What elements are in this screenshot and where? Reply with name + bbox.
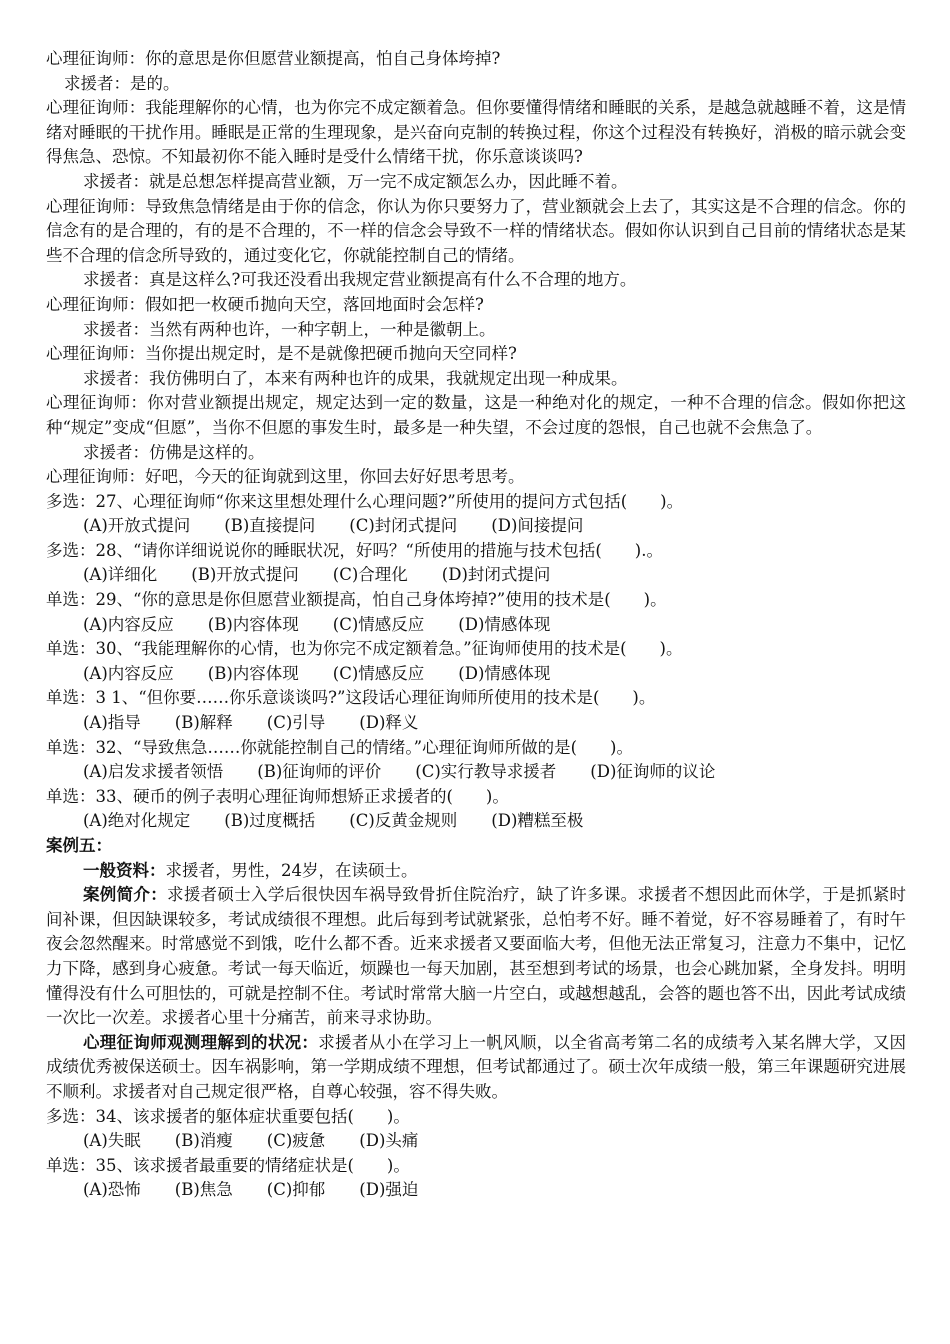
answer-option[interactable]: (C)情感反应 xyxy=(332,614,425,634)
counseling-dialogue xyxy=(46,47,906,490)
answer-option[interactable]: (A)失眠 xyxy=(83,1131,141,1151)
dialogue-line: 求援者：真是这样么?可我还没看出我规定营业额提高有什么不合理的地方。 xyxy=(83,270,637,290)
question-options xyxy=(46,563,906,588)
case-intro-text: 求援者硕士入学后很快因车祸导致骨折住院治疗，缺了许多课。求援者不想因此而休学，于是抓紧时间补课，但因缺课较多，考试成绩很不理想。此后每到考试就紧张，总怕考不好。睡不着觉，好不容易睡着了，有时午夜会忽然醒来。时常感觉不到饿，吃什么都不香。近来求援者又要面临大考，但他无法正常复习，注意力不集中，记忆力下降，感到身心疲惫。考试一每天临近，烦躁也一每天加剧，甚至想到考试的场景，也会心跳加紧，全身发抖。明明懂得没有什么可胆怯的，可就是控制不住。考试时常常大脑一片空白，或越想越乱，会答的题也答不出，因此考试成绩一次比一次差。求援者心里十分痛苦，前来寻求协助。 xyxy=(46,885,907,1028)
question-stem: 单选：30、“我能理解你的心情，也为你完不成定额着急。”征询师使用的技术是( )。 xyxy=(46,639,683,659)
question-stem: 单选：35、该求援者最重要的情绪症状是( )。 xyxy=(46,1155,410,1175)
answer-option[interactable]: (C)抑郁 xyxy=(266,1180,326,1200)
answer-option[interactable]: (B)直接提问 xyxy=(224,516,316,536)
question-stem: 多选：28、“请你详细说说你的睡眠状况，好吗？“所使用的措施与技术包括( ).。 xyxy=(46,540,663,560)
answer-option[interactable]: (A)详细化 xyxy=(83,565,158,585)
answer-option[interactable]: (D)间接提问 xyxy=(491,516,584,536)
answer-option[interactable]: (D)糟糕至极 xyxy=(491,811,584,831)
question-options xyxy=(46,514,906,539)
answer-option[interactable]: (B)征询师的评价 xyxy=(257,762,382,782)
dialogue-line: 求援者：仿佛是这样的。 xyxy=(83,442,265,462)
answer-option[interactable]: (B)过度概括 xyxy=(224,811,316,831)
counselor-observation xyxy=(46,1031,906,1105)
answer-option[interactable]: (A)恐怖 xyxy=(83,1180,141,1200)
question-options xyxy=(46,662,906,687)
question-stem: 多选：34、该求援者的躯体症状重要包括( )。 xyxy=(46,1106,410,1126)
answer-option[interactable]: (A)内容反应 xyxy=(83,663,174,683)
answer-option[interactable]: (B)解释 xyxy=(174,713,233,733)
answer-option[interactable]: (C)反黄金规则 xyxy=(349,811,458,831)
answer-option[interactable]: (C)实行教导求援者 xyxy=(415,762,557,782)
case-intro-label: 案例简介： xyxy=(83,885,168,905)
dialogue-line: 求援者：是的。 xyxy=(64,73,180,93)
dialogue-line: 求援者：我仿佛明白了，本来有两种也许的成果，我就规定出现一种成果。 xyxy=(83,368,628,388)
case-intro xyxy=(46,883,906,1031)
dialogue-line: 心理征询师：好吧，今天的征询就到这里，你回去好好思考思考。 xyxy=(46,467,525,487)
case-five-section xyxy=(46,834,906,1105)
answer-option[interactable]: (D)释义 xyxy=(359,713,419,733)
answer-option[interactable]: (D)封闭式提问 xyxy=(441,565,551,585)
question-block-34-35 xyxy=(46,1105,906,1203)
general-info xyxy=(46,859,906,884)
dialogue-line: 心理征询师：当你提出规定时，是不是就像把硬币抛向天空同样? xyxy=(46,344,517,364)
question-block-27-33 xyxy=(46,490,906,834)
dialogue-line: 心理征询师：你的意思是你但愿营业额提高，怕自己身体垮掉? xyxy=(46,49,501,68)
question-stem: 单选：3 1、“但你要……你乐意谈谈吗?”这段话心理征询师所使用的技术是( )。 xyxy=(46,688,656,708)
answer-option[interactable]: (C)引导 xyxy=(266,713,326,733)
answer-option[interactable]: (B)开放式提问 xyxy=(191,565,299,585)
question-options xyxy=(46,1178,906,1203)
general-info-text: 求援者，男性，24岁，在读硕士。 xyxy=(165,860,418,880)
case-title: 案例五： xyxy=(46,836,112,855)
answer-option[interactable]: (B)内容体现 xyxy=(207,614,299,634)
answer-option[interactable]: (A)指导 xyxy=(83,713,141,733)
answer-option[interactable]: (B)消瘦 xyxy=(174,1131,233,1151)
dialogue-line: 心理征询师：你对营业额提出规定，规定达到一定的数量，这是一种绝对化的规定，一种不合理的信念。假如你把这种“规定”变成“但愿”，当你不但愿的事发生时，最多是一种失望，不会过度的怨恨，自己也就不会焦急了。 xyxy=(46,393,906,437)
question-stem: 单选：29、“你的意思是你但愿营业额提高，怕自己身体垮掉?”使用的技术是( )。 xyxy=(46,590,667,610)
answer-option[interactable]: (B)内容体现 xyxy=(207,663,299,683)
question-stem: 单选：33、硬币的例子表明心理征询师想矫正求援者的( )。 xyxy=(46,786,509,806)
question-options xyxy=(46,1129,906,1154)
general-info-label: 一般资料： xyxy=(83,860,166,880)
dialogue-line: 心理征询师：我能理解你的心情，也为你完不成定额着急。但你要懂得情绪和睡眠的关系，是越急就越睡不着，这是情绪对睡眠的干扰作用。睡眠是正常的生理现象，是兴奋向克制的转换过程，你这个过程没有转换好，消极的暗示就会变得焦急、恐惊。不知最初你不能入睡时是受什么情绪干扰，你乐意谈谈吗? xyxy=(46,98,906,167)
answer-option[interactable]: (A)绝对化规定 xyxy=(83,811,191,831)
answer-option[interactable]: (D)强迫 xyxy=(359,1180,419,1200)
question-options xyxy=(46,613,906,638)
answer-option[interactable]: (D)情感体现 xyxy=(458,614,551,634)
dialogue-line: 求援者：当然有两种也许，一种字朝上，一种是徽朝上。 xyxy=(83,319,496,339)
counselor-observation-label: 心理征询师观测理解到的状况： xyxy=(83,1032,319,1052)
answer-option[interactable]: (A)启发求援者领悟 xyxy=(83,762,224,782)
answer-option[interactable]: (C)合理化 xyxy=(332,565,408,585)
answer-option[interactable]: (C)情感反应 xyxy=(332,663,425,683)
dialogue-line: 心理征询师：导致焦急情绪是由于你的信念，你认为你只要努力了，营业额就会上去了，其实这是不合理的信念。你的信念有的是合理的，有的是不合理的，不一样的信念会导致不一样的情绪状态。假如你认识到自己目前的情绪状态是某些不合理的信念所导致的，通过变化它，你就能控制自己的情绪。 xyxy=(46,196,906,265)
answer-option[interactable]: (C)疲惫 xyxy=(266,1131,326,1151)
answer-option[interactable]: (B)焦急 xyxy=(174,1180,233,1200)
answer-option[interactable]: (A)内容反应 xyxy=(83,614,174,634)
answer-option[interactable]: (C)封闭式提问 xyxy=(349,516,458,536)
question-options xyxy=(46,760,906,785)
question-options xyxy=(46,711,906,736)
answer-option[interactable]: (D)情感体现 xyxy=(458,663,551,683)
dialogue-line: 心理征询师：假如把一枚硬币抛向天空，落回地面时会怎样? xyxy=(46,294,484,314)
answer-option[interactable]: (A)开放式提问 xyxy=(83,516,191,536)
answer-option[interactable]: (D)头痛 xyxy=(359,1131,419,1151)
question-options xyxy=(46,809,906,834)
question-stem: 单选：32、“导致焦急……你就能控制自己的情绪。”心理征询师所做的是( )。 xyxy=(46,737,633,757)
answer-option[interactable]: (D)征询师的议论 xyxy=(590,762,716,782)
dialogue-line: 求援者：就是总想怎样提高营业额，万一完不成定额怎么办，因此睡不着。 xyxy=(83,171,628,191)
question-stem: 多选：27、心理征询师“你来这里想处理什么心理问题?”所使用的提问方式包括( )。 xyxy=(46,491,684,511)
counselor-observation-text: 求援者从小在学习上一帆风顺，以全省高考第二名的成绩考入某名牌大学，又因成绩优秀被保送硕士。因车祸影响，第一学期成绩不理想，但考试都通过了。硕士次年成绩一般，第三年课题研究进展不顺利。求援者对自己规定很严格，自尊心较强，容不得失败。 xyxy=(46,1032,907,1101)
